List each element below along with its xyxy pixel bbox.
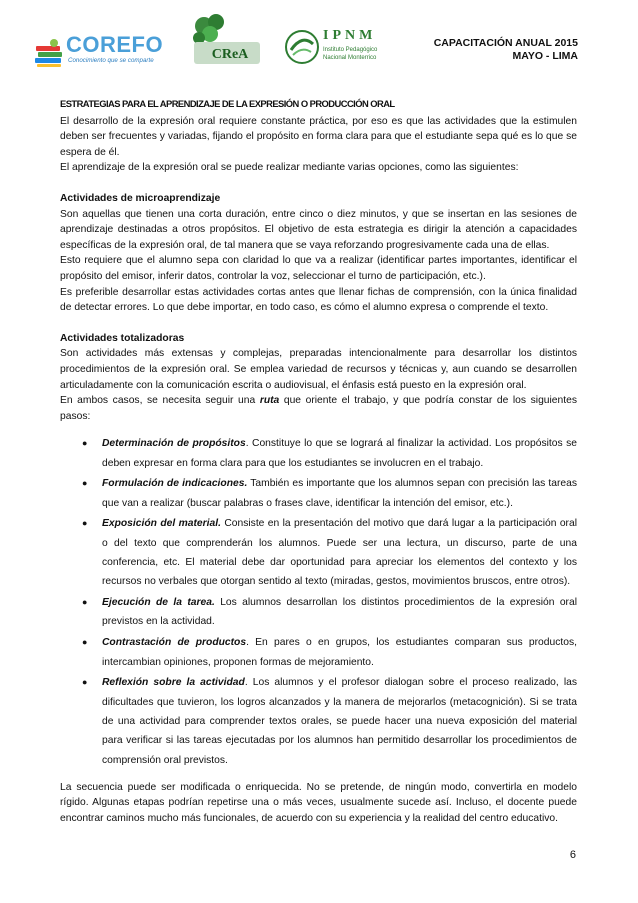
crea-emblem-icon	[190, 12, 268, 70]
corefo-name: COREFO	[66, 32, 164, 57]
section-title: ESTRATEGIAS PARA EL APRENDIZAJE DE LA EXPRESIÓN O PRODUCCIÓN ORAL	[60, 98, 395, 109]
step-term: Exposición del material.	[102, 518, 221, 530]
bullet-icon: ●	[82, 518, 88, 529]
step-text: También es importante que los alumnos sepan con precisión las tareas que van a realizar (buscar palabras o frases clave, identificar la intención del emisor, etc.).	[102, 478, 578, 509]
list-item	[82, 673, 577, 769]
micro-paragraph-2: Esto requiere que el alumno sepa con claridad lo que va a realizar (identificar partes importantes, identificar el propósito del emisor, inferir datos, controlar la voz, seleccionar el turno de participación, etc.).	[60, 255, 577, 282]
document-body	[60, 96, 577, 827]
header-subtitle: MAYO - LIMA	[512, 50, 578, 62]
header-title: CAPACITACIÓN ANUAL 2015	[433, 37, 578, 49]
step-term: Ejecución de la tarea.	[102, 597, 215, 609]
step-term: Contrastación de productos	[102, 637, 247, 649]
micro-paragraph-3: Es preferible desarrollar estas actividades cortas antes que llenar fichas de comprensión, con la única finalidad de detectar errores. Lo que debe importar, en todo caso, es cómo el alumno expresa o comprende el texto.	[60, 286, 577, 314]
micro-heading: Actividades de microaprendizaje	[60, 192, 221, 204]
list-item	[82, 593, 577, 632]
bullet-icon: ●	[82, 478, 88, 489]
intro-paragraph-1: El desarrollo de la expresión oral requiere constante práctica, por eso es que las actividades que la estimulen deben ser frecuentes y variadas, fijando el propósito en forma clara para que el estudiante sepa qué es lo que se espera de él.	[60, 115, 577, 158]
ruta-term: ruta	[259, 395, 280, 407]
bullet-icon: ●	[82, 677, 88, 688]
corefo-logo	[34, 20, 174, 70]
step-term: Reflexión sobre la actividad	[102, 677, 245, 689]
total-p2-after: que oriente el trabajo, y que podría constar de los siguientes pasos:	[60, 395, 577, 422]
list-item	[82, 514, 577, 591]
page-number: 6	[569, 849, 576, 861]
bullet-icon: ●	[82, 438, 88, 449]
step-text: Los alumnos desarrollan los distintos procedimientos de la expresión oral previstos en la actividad.	[102, 597, 577, 628]
list-item	[82, 633, 577, 672]
total-paragraph-1: Son actividades más extensas y complejas, preparadas intencionalmente para desarrollar los distintos procedimientos de la expresión oral. Se emplea variedad de recursos y técnicas y, aun cuando se desarrollen articuladamente con la comunicación escrita o audiovisual, el énfasis está puesto en la expresión oral.	[60, 348, 577, 391]
step-text: . Constituye lo que se logrará al finalizar la actividad. Los propósitos se deben expresar en forma clara para que los estudiantes se involucren en el trabajo.	[102, 438, 577, 469]
books-icon	[34, 38, 66, 68]
crea-name: CReA	[211, 47, 249, 62]
ipnm-logo	[283, 26, 398, 68]
step-term: Formulación de indicaciones.	[102, 478, 248, 490]
total-paragraph-2	[60, 393, 577, 424]
crea-logo	[190, 12, 268, 70]
document-header	[434, 37, 578, 63]
list-item	[82, 474, 578, 513]
step-text: Consiste en la presentación del motivo que dará lugar a la participación oral o del texto que comprenderán los alumnos. Puede ser una lectura, un discurso, parte de una conferencia, etc. El material debe dar oportunidad para apreciar los elementos del contexto y los recursos no verbales que otorgan sentido al texto (miradas, gestos, movimientos bruscos, entre otros).	[102, 518, 577, 588]
bullet-icon: ●	[82, 597, 88, 608]
micro-paragraph-1: Son aquellas que tienen una corta duración, entre cinco o diez minutos, y que se insertan en las sesiones de aprendizaje destinadas a otros propósitos. El objetivo de esta estrategia es dirigir la atención a capacidades específicas de la expresión oral, de tal manera que se vaya reforzando progresivamente cada una de ellas.	[60, 208, 577, 251]
ipnm-name-line2: Nacional Monterrico	[323, 55, 377, 61]
step-text: . Los alumnos y el profesor dialogan sobre el proceso realizado, las dificultades que tuvieron, los logros alcanzados y la manera de mejorarlos (metacognición). Si se trata de una actividad para comprender textos orales, se puede hacer una nueva exposición del material para verificar si las tareas ejecutadas por los alumnos han permitido desarrollar los procedimientos de comprensión oral previstos.	[102, 677, 577, 766]
closing-paragraph: La secuencia puede ser modificada o enriquecida. No se pretende, de ningún modo, convertirla en modelo rígido. Algunas etapas podrían repetirse una o más veces, usualmente sucede así. Incluso, el docente puede encontrar caminos mucho más funcionales, de acuerdo con su experiencia y la realidad del centro educativo.	[60, 781, 577, 825]
list-item	[82, 434, 577, 473]
total-heading: Actividades totalizadoras	[60, 332, 185, 344]
intro-paragraph-2: El aprendizaje de la expresión oral se puede realizar mediante varias opciones, como las siguientes:	[60, 162, 519, 174]
ipnm-name-line1: Instituto Pedagógico	[323, 47, 378, 53]
corefo-tagline: Conocimiento que se comparte	[68, 57, 154, 64]
step-text: . En pares o en grupos, los estudiantes comparan sus productos, intercambian opiniones, proponen formas de mejoramiento.	[102, 637, 577, 668]
bullet-icon: ●	[82, 637, 88, 648]
total-p2-before: En ambos casos, se necesita seguir una	[60, 395, 260, 407]
steps-list	[60, 434, 577, 770]
step-term: Determinación de propósitos	[102, 438, 246, 450]
ipnm-emblem-icon	[283, 28, 321, 66]
ipnm-acronym: IPNM	[323, 28, 377, 43]
